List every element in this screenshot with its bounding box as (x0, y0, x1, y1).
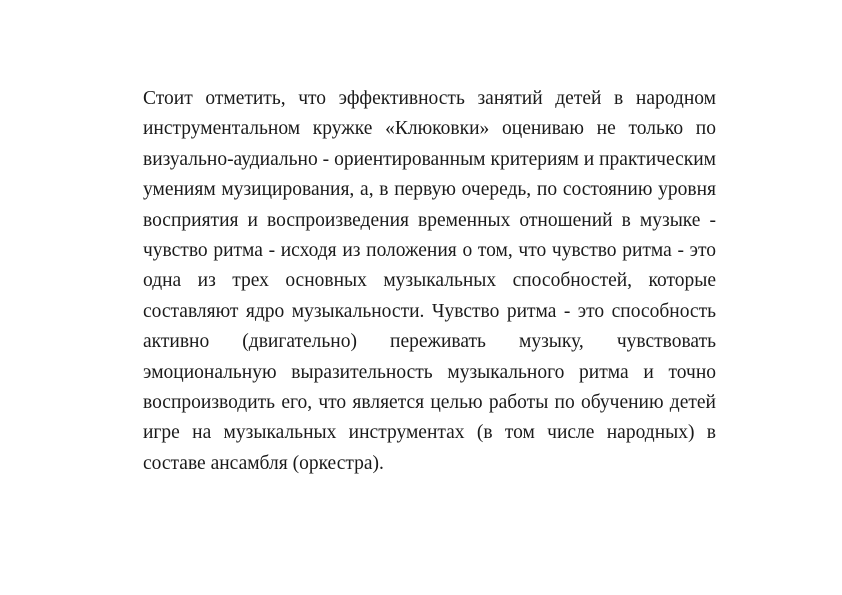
body-paragraph: Стоит отметить, что эффективность занятий детей в народном инструментальном кружке «Клюковки» оцениваю не только по визуально-аудиально - ориентированным критериям и практическим умениям музицирования, а, в первую очередь, по состоянию уровня восприятия и воспроизведения временных отношений в музыке - чувство ритма - исходя из положения о том, что чувство ритма - это одна из трех основных музыкальных способностей, которые составляют ядро музыкальности. Чувство ритма - это способность активно (двигательно) переживать музыку, чувствовать эмоциональную выразительность музыкального ритма и точно воспроизводить его, что является целью работы по обучению детей игре на музыкальных инструментах (в том числе народных) в составе ансамбля (оркестра). (143, 88, 716, 474)
